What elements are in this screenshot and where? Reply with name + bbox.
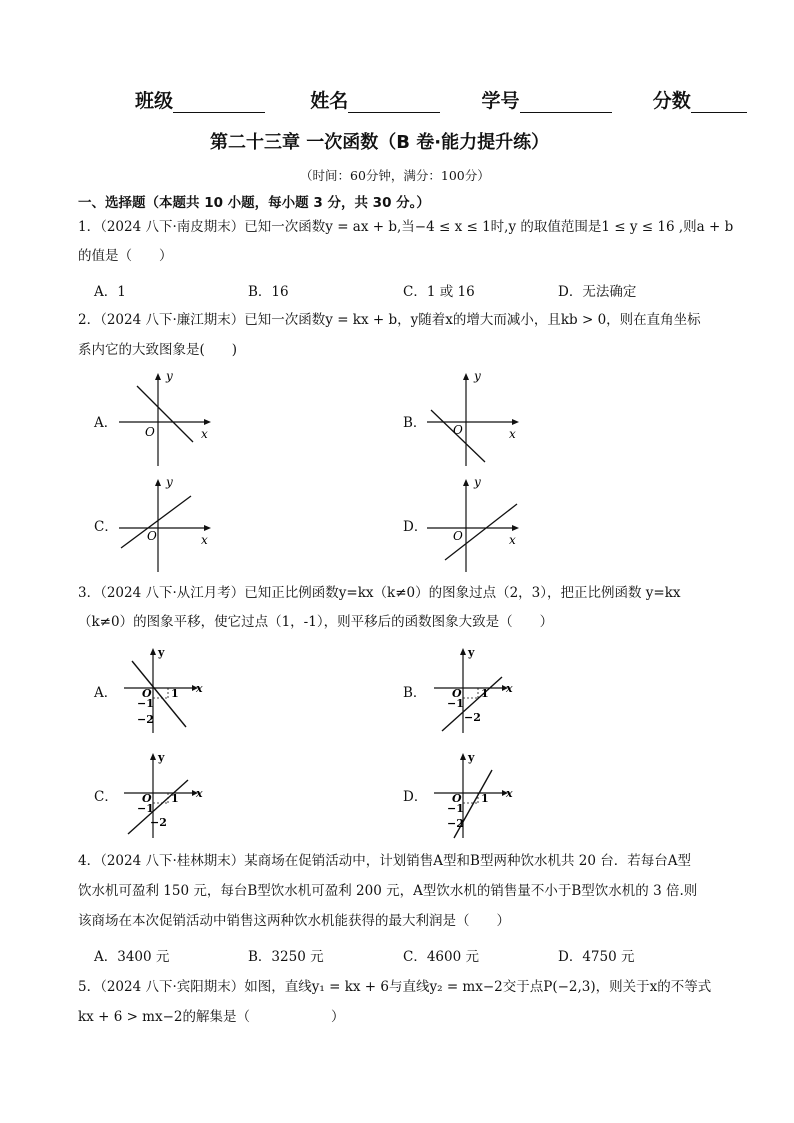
q3c-tick-m2: −2 [150,816,167,829]
q3d-origin: O [452,792,462,805]
header-row [135,86,747,113]
q2-line2: 系内它的大致图象是( ) [78,342,238,358]
q3a-y-label: y [158,646,165,659]
page-subtitle: （时间：60分钟，满分：100分） [300,168,490,183]
q3b-tick-1: 1 [481,687,489,700]
q3-option-d: D． [403,789,428,805]
class-label: 班级 [135,90,174,112]
q5-line1: 5．（2024 八下·宾阳期末）如图，直线y₁ = kx + 6与直线y₂ = mx−2交于点P(−2,3)，则关于x的不等式 [78,979,712,995]
q2b-x-label: x [509,427,516,441]
class-blank [173,94,265,113]
q4-line2: 饮水机可盈利 150 元，每台B型饮水机可盈利 200 元，A型饮水机的销售量不小于B型饮水机的 3 倍.则 [78,883,698,899]
q3d-tick-1: 1 [481,792,489,805]
q2-option-a: A． [94,415,118,431]
name-label: 姓名 [310,90,349,112]
score-label: 分数 [652,90,691,112]
q4-option-a: A．3400 元 [94,949,170,965]
q2b-origin: O [453,423,463,437]
q2d-y-label: y [474,475,481,489]
q2-graph-c [115,474,225,574]
q3d-tick-m1: −1 [447,802,464,815]
q2c-origin: O [147,529,157,543]
q5-line2: kx + 6 > mx−2的解集是（ ） [78,1009,345,1025]
q2-option-c: C． [94,519,118,535]
q3d-y-label: y [468,751,475,764]
q3-graph-b [430,645,520,735]
q3d-tick-m2: −2 [447,817,464,830]
q3-line2: （k≠0）的图象平移，使它过点（1，-1），则平移后的函数图象大致是（ ） [78,614,554,630]
q3c-tick-1: 1 [171,792,179,805]
q1-option-b: B．16 [248,284,289,300]
q3c-origin: O [142,792,152,805]
q3a-tick-m2: −2 [137,713,154,726]
q1-line1: 1．（2024 八下·南皮期末）已知一次函数y = ax + b,当−4 ≤ x ≤ 1时,y 的取值范围是1 ≤ y ≤ 16 ,则a + b [78,219,734,235]
q2a-y-label: y [166,369,173,383]
q3b-tick-m1: −1 [447,697,464,710]
q3a-x-label: x [196,682,203,695]
q2c-x-label: x [201,533,208,547]
q2d-x-label: x [509,533,516,547]
q3-option-c: C． [94,789,118,805]
q3a-origin: O [142,687,152,700]
q3-graph-a [120,645,210,735]
q3b-origin: O [452,687,462,700]
q2-graph-d [423,474,533,574]
q2c-y-label: y [166,475,173,489]
q4-line1: 4．（2024 八下·桂林期末）某商场在促销活动中，计划销售A型和B型两种饮水机共 20 台．若每台A型 [78,853,691,869]
q2d-origin: O [453,529,463,543]
score-blank [691,94,747,113]
page-title: 第二十三章 一次函数（B 卷·能力提升练） [210,132,550,153]
q4-option-d: D．4750 元 [558,949,635,965]
q3c-x-label: x [196,787,203,800]
q4-option-c: C．4600 元 [403,949,479,965]
q2-line1: 2．（2024 八下·廉江期末）已知一次函数y = kx + b，y随着x的增大而减小，且kb > 0，则在直角坐标 [78,312,701,328]
q3b-y-label: y [468,646,475,659]
q1-option-d: D．无法确定 [558,284,637,300]
q1-option-a: A．1 [94,284,126,300]
q2b-y-label: y [474,369,481,383]
q2-graph-a [115,368,225,468]
q4-line3: 该商场在本次促销活动中销售这两种饮水机能获得的最大利润是（ ） [78,913,510,929]
q3-option-b: B． [403,685,427,701]
q1-option-c: C．1 或 16 [403,284,475,300]
id-blank [520,94,612,113]
q1-line2: 的值是（ ） [78,248,173,264]
q2-option-d: D． [403,519,428,535]
q3b-tick-m2: −2 [464,711,481,724]
q2a-origin: O [145,425,155,439]
name-blank [348,94,440,113]
q3d-x-label: x [506,787,513,800]
q4-option-b: B．3250 元 [248,949,324,965]
q3a-tick-1: 1 [171,687,179,700]
section-heading: 一、选择题（本题共 10 小题，每小题 3 分，共 30 分。） [78,195,430,211]
q3b-x-label: x [506,682,513,695]
q2-graph-b [423,368,533,468]
q3-option-a: A． [94,685,118,701]
q3-graph-d [430,750,520,840]
q3c-y-label: y [158,751,165,764]
q3-graph-c [120,750,210,840]
q3c-tick-m1: −1 [137,802,154,815]
q3a-tick-m1: −1 [137,697,154,710]
id-label: 学号 [481,90,520,112]
q2a-x-label: x [201,427,208,441]
q3-line1: 3．（2024 八下·从江月考）已知正比例函数y=kx（k≠0）的图象过点（2，3），把正比例函数 y=kx [78,585,681,601]
q2-option-b: B． [403,415,427,431]
